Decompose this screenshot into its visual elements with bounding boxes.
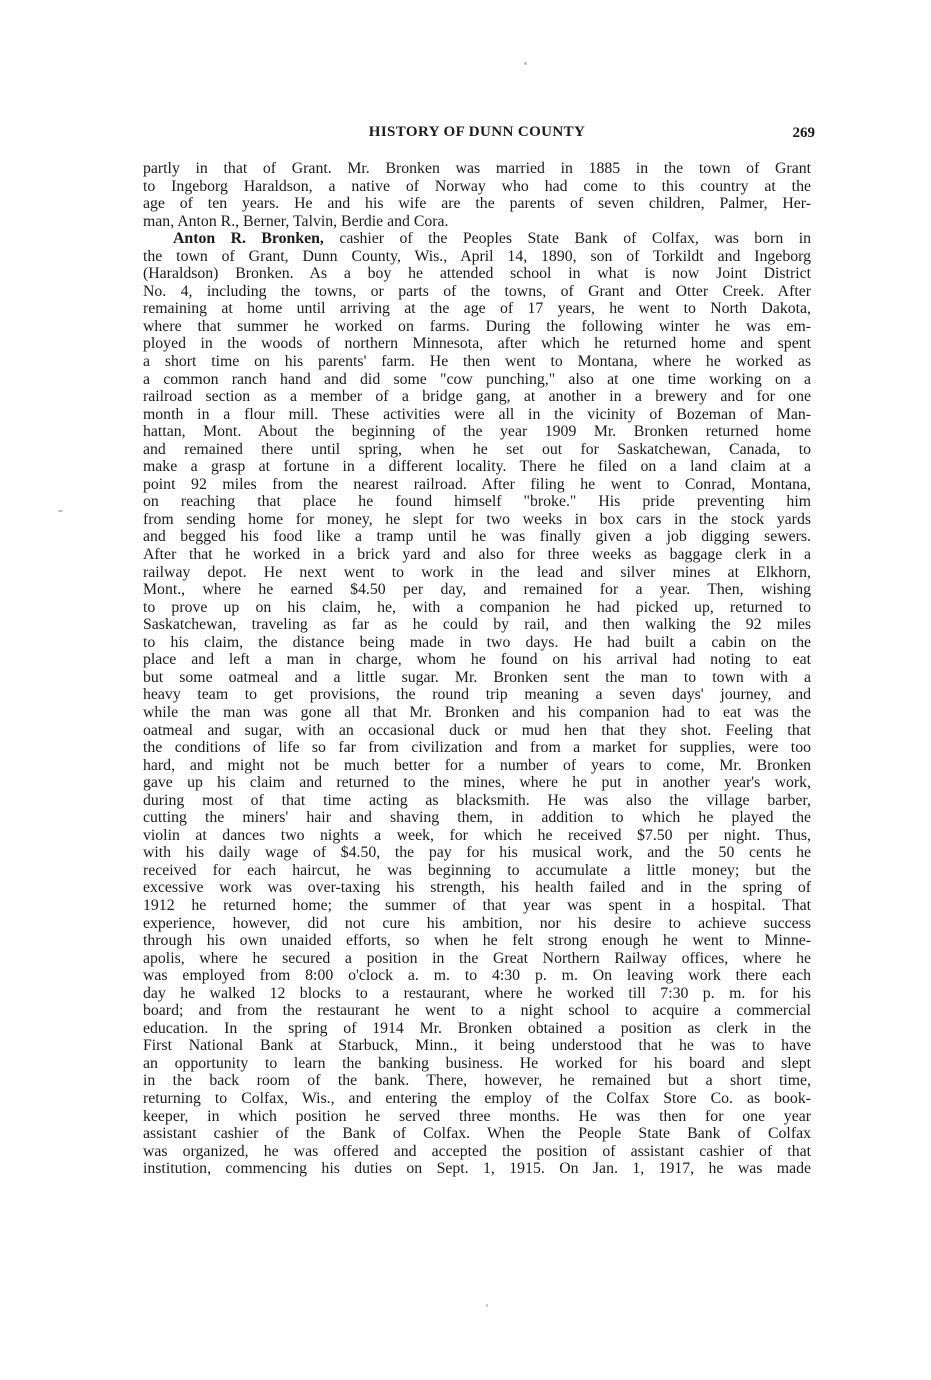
text-line: was organized, he was offered and accepted the position of assistant cashier of that [143,1142,811,1160]
text-line: apolis, where he secured a position in the Great Northern Railway offices, where he [143,949,811,967]
text-line: institution, commencing his duties on Sept. 1, 1915. On Jan. 1, 1917, he was made [143,1160,811,1178]
text-line: from sending home for money, he slept for two weeks in box cars in the stock yards [143,510,811,528]
bio-name: Anton R. Bronken, [173,230,324,248]
text-line: make a grasp at fortune in a different locality. There he filed on a land claim at a [143,458,811,476]
text-line: remaining at home until arriving at the age of 17 years, he went to North Dakota, [143,300,811,318]
text-line: with his daily wage of $4.50, the pay for his musical work, and the 50 cents he [143,844,811,862]
text-line: an opportunity to learn the banking business. He worked for his board and slept [143,1054,811,1072]
text-line: oatmeal and sugar, with an occasional duck or mud hen that they shot. Feeling that [143,721,811,739]
text-line: excessive work was over-taxing his strength, his health failed and in the spring of [143,879,811,897]
text-line: but some oatmeal and a little sugar. Mr. Bronken sent the man to town with a [143,668,811,686]
text-line: partly in that of Grant. Mr. Bronken was married in 1885 in the town of Grant [143,160,811,177]
text-line: No. 4, including the towns, or parts of the towns, of Grant and Otter Creek. After [143,282,811,300]
page-title: HISTORY OF DUNN COUNTY [368,124,586,140]
text-line: to Ingeborg Haraldson, a native of Norway who had come to this country at the [143,177,811,195]
text-line: After that he worked in a brick yard and also for three weeks as baggage clerk in a [143,546,811,564]
text-line: hard, and might not be much better for a number of years to come, Mr. Bronken [143,756,811,774]
text-line: gave up his claim and returned to the mines, where he put in another year's work, [143,774,811,792]
text-line: education. In the spring of 1914 Mr. Bronken obtained a position as clerk in the [143,1019,811,1037]
bio-intro: cashier of the Peoples State Bank of Colfax, was born in [339,230,811,248]
text-line: a common ranch hand and did some "cow punching," also at one time working on a [143,370,811,388]
text-line: violin at dances two nights a week, for which he received $7.50 per night. Thus, [143,826,811,844]
text-line: received for each haircut, he was beginning to accumulate a little money; but the [143,861,811,879]
text-line: on reaching that place he found himself "broke." His pride preventing him [143,493,811,511]
text-line-bio-start [143,230,811,248]
text-line: man, Anton R., Berner, Talvin, Berdie and Cora. [143,212,449,230]
text-line: assistant cashier of the Bank of Colfax. When the People State Bank of Colfax [143,1125,811,1143]
text-line: a short time on his parents' farm. He then went to Montana, where he worked as [143,353,811,371]
text-line: ployed in the woods of northern Minnesota, after which he returned home and spent [143,335,811,353]
text-line: to his claim, the distance being made in two days. He had built a cabin on the [143,633,811,651]
text-line: in the back room of the bank. There, however, he remained but a short time, [143,1072,811,1090]
page-number: 269 [792,125,815,141]
text-line: point 92 miles from the nearest railroad. After filing he went to Conrad, Montana, [143,475,811,493]
text-line: cutting the miners' hair and shaving them, in addition to which he played the [143,809,811,827]
running-head [143,124,815,144]
text-line: month in a flour mill. These activities were all in the vicinity of Bozeman of Man- [143,405,811,423]
text-line: railroad section as a member of a bridge gang, at another in a brewery and for one [143,388,811,406]
text-line: 1912 he returned home; the summer of that year was spent in a hospital. That [143,896,811,914]
text-line: experience, however, did not cure his ambition, nor his desire to achieve success [143,914,811,932]
scan-speck [524,62,527,65]
text-line: age of ten years. He and his wife are the parents of seven children, Palmer, Her- [143,195,811,213]
text-line: heavy team to get provisions, the round trip meaning a seven days' journey, and [143,686,811,704]
text-line: and begged his food like a tramp until he was finally given a job digging sewers. [143,528,811,546]
text-line: was employed from 8:00 o'clock a. m. to 4:30 p. m. On leaving work there each [143,967,811,985]
scan-speck [486,1304,488,1307]
text-line: day he walked 12 blocks to a restaurant, where he worked till 7:30 p. m. for his [143,984,811,1002]
text-line: the town of Grant, Dunn County, Wis., April 14, 1890, son of Torkildt and Ingeborg [143,247,811,265]
text-line: through his own unaided efforts, so when he felt strong enough he went to Minne- [143,932,811,950]
text-line: keeper, in which position he served three months. He was then for one year [143,1107,811,1125]
text-line: and remained there until spring, when he set out for Saskatchewan, Canada, to [143,440,811,458]
text-line: where that summer he worked on farms. During the following winter he was em- [143,317,811,335]
text-line: the conditions of life so far from civilization and from a market for supplies, were too [143,739,811,757]
text-line: hattan, Mont. About the beginning of the year 1909 Mr. Bronken returned home [143,423,811,441]
text-line: to prove up on his claim, he, with a companion he had picked up, returned to [143,598,811,616]
text-line: (Haraldson) Bronken. As a boy he attended school in what is now Joint District [143,265,811,283]
text-line: during most of that time acting as blacksmith. He was also the village barber, [143,791,811,809]
text-line: First National Bank at Starbuck, Minn., it being understood that he was to have [143,1037,811,1055]
text-line: returning to Colfax, Wis., and entering the employ of the Colfax Store Co. as book- [143,1089,811,1107]
text-line: while the man was gone all that Mr. Bronken and his companion had to eat was the [143,703,811,721]
text-line: place and left a man in charge, whom he found on his arrival had noting to eat [143,651,811,669]
text-line: board; and from the restaurant he went to a night school to acquire a commercial [143,1002,811,1020]
text-line: Saskatchewan, traveling as far as he could by rail, and then walking the 92 miles [143,616,811,634]
text-line: Mont., where he earned $4.50 per day, and remained for a year. Then, wishing [143,581,811,599]
body-text [143,160,811,1178]
text-line: railway depot. He next went to work in the lead and silver mines at Elkhorn, [143,563,811,581]
scan-speck [58,510,63,512]
